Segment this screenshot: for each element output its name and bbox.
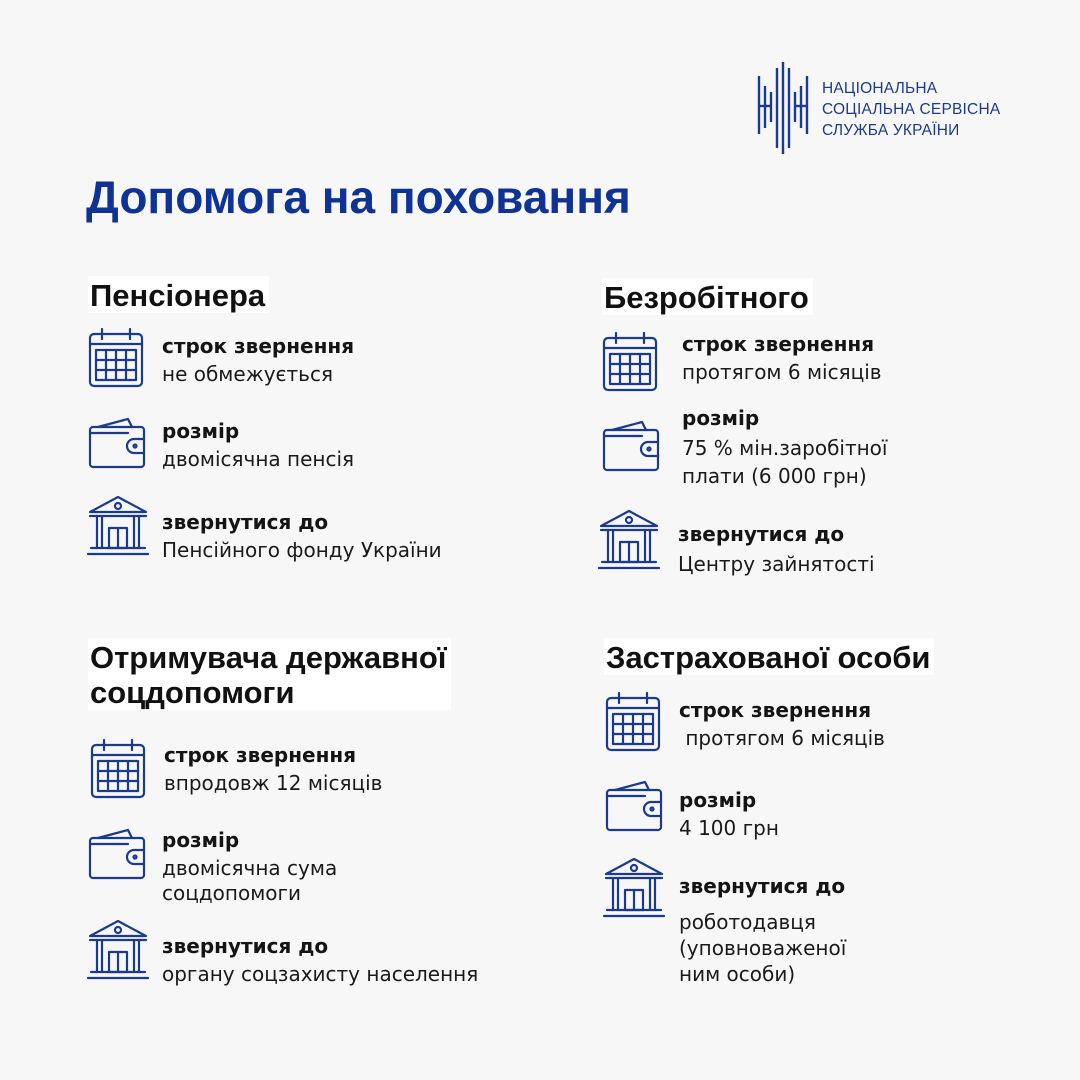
pensioner-heading [88,276,269,313]
term-value: протягом 6 місяців [682,360,882,384]
recipient-heading [88,638,451,710]
size-label: розмір [679,788,757,812]
unemployed-heading-text: Безробітного [604,280,809,315]
size-value: двомісячна пенсія [162,447,355,471]
insured-heading [604,638,934,675]
calendar-icon [602,330,658,392]
calendar-icon [90,737,146,799]
size-value: 4 100 грн [679,816,779,840]
term-label: строк звернення [162,334,355,358]
building-icon [87,918,149,984]
size-value-line-1: двомісячна сума [162,856,338,880]
recipient-heading-line-1: Отримувача державної [90,640,447,675]
size-value-line-2: соцдопомоги [162,881,302,905]
logo-emblem-icon [756,62,812,154]
apply-value: органу соцзахисту населення [162,962,479,986]
term-value: не обмежується [162,362,333,386]
logo-line-1: НАЦІОНАЛЬНА [822,80,938,97]
unemployed-heading [602,278,813,315]
term-label: строк звернення [679,698,872,722]
size-label: розмір [682,406,760,430]
calendar-icon [88,326,144,388]
apply-value: Пенсійного фонду України [162,538,442,562]
apply-label: звернутися до [678,522,845,546]
wallet-icon [88,828,146,880]
wallet-icon [88,417,146,469]
apply-value-line-3: ним особи) [679,962,796,986]
apply-label: звернутися до [679,874,846,898]
wallet-icon [605,780,663,832]
apply-label: звернутися до [162,510,329,534]
size-label: розмір [162,828,240,852]
building-icon [87,494,149,560]
page-title: Допомога на поховання [86,171,631,223]
size-label: розмір [162,419,240,443]
size-value-line-2: плати (6 000 грн) [682,464,867,488]
term-label: строк звернення [682,332,875,356]
apply-value-line-1: роботодавця [679,910,816,934]
term-label: строк звернення [164,743,357,767]
building-icon [603,856,665,922]
apply-label: звернутися до [162,934,329,958]
size-value-line-1: 75 % мін.заробітної [682,436,888,460]
calendar-icon [605,690,661,752]
wallet-icon [602,420,660,472]
recipient-heading-line-2: соцдопомоги [90,675,295,710]
pensioner-heading-text: Пенсіонера [90,278,266,313]
logo-line-3: СЛУЖБА УКРАЇНИ [822,122,960,139]
apply-value: Центру зайнятості [678,552,875,576]
insured-heading-text: Застрахованої особи [606,640,931,675]
term-value: протягом 6 місяців [679,726,885,750]
nsss-logo [756,62,1046,154]
term-value: впродовж 12 місяців [164,771,383,795]
apply-value-line-2: (уповноваженої [679,936,847,960]
logo-line-2: СОЦІАЛЬНА СЕРВІСНА [822,101,1001,118]
building-icon [598,508,660,574]
